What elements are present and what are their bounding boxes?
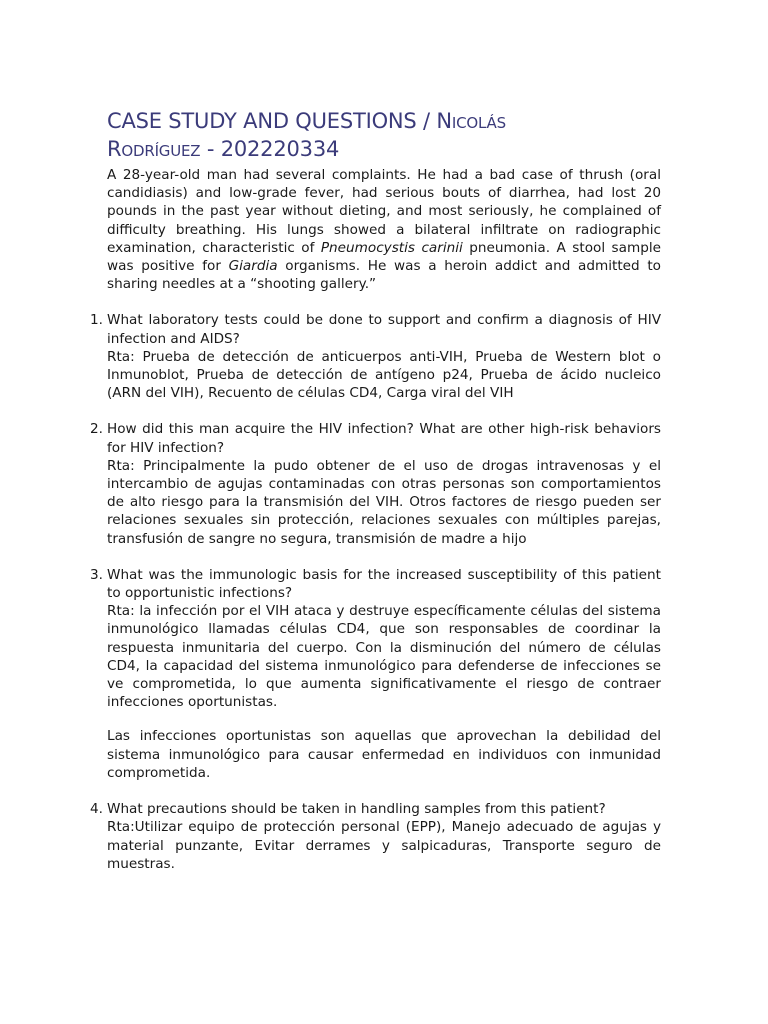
title-author-first-name: Nicolás [436, 109, 506, 133]
answer-text: Rta:Utilizar equipo de protección personal (EPP), Manejo adecuado de agujas y material punzante, Evitar derrames y salpicaduras, Transporte seguro de muestras. [107, 819, 661, 872]
title-student-id: - 202220334 [200, 137, 340, 161]
answer-extra-paragraph: Las infecciones oportunistas son aquellas que aprovechan la debilidad del sistema inmunológico para causar enfermedad en individuos con inmunidad comprometida. [107, 728, 661, 781]
question-text: What was the immunologic basis for the increased susceptibility of this patient to opportunistic infections? [107, 566, 661, 602]
question-number: 3. [90, 566, 103, 583]
question-number: 4. [90, 801, 103, 818]
intro-italic-organism-1: Pneumocystis carinii [320, 239, 463, 256]
intro-italic-organism-2: Giardia [228, 258, 278, 275]
question-item-4 [90, 800, 661, 873]
title-author-last-name: Rodríguez [107, 137, 201, 161]
question-text: What precautions should be taken in handling samples from this patient? [107, 801, 606, 818]
intro-text-part2: pneumonia. A stool sample was positive for [107, 239, 661, 275]
intro-text-part1: A 28-year-old man had several complaints. He had a bad case of thrush (oral candidiasis) and low-grade fever, had serious bouts of diarrhea, had lost 20 pounds in the past year without dieting, and most seriously, he complained of difficulty breathing. His lungs showed a bilateral infiltrate on radiographic examination, characteristic of [107, 167, 661, 256]
answer-text: Rta: Principalmente la pudo obtener de el uso de drogas intravenosas y el intercambio de agujas contaminadas con otras personas son comportamientos de alto riesgo para la transmisión del VIH. Otros factores de riesgo pueden ser relaciones sexuales sin protección, relaciones sexuales con múltiples parejas, transfusión de sangre no segura, transmisión de madre a hijo [107, 457, 661, 547]
answer-text: Rta: Prueba de detección de anticuerpos anti-VIH, Prueba de Western blot o Inmunoblot, Prueba de detección de antígeno p24, Prueba de ácido nucleico (ARN del VIH), Recuento de células CD4, Carga viral del VIH [107, 348, 661, 402]
question-item-2 [90, 420, 661, 547]
document-page [90, 107, 661, 891]
intro-text-part3: organisms. He was a heroin addict and admitted to sharing needles at a “shooting gallery.” [107, 258, 661, 293]
question-number: 2. [90, 421, 103, 438]
title-main: CASE STUDY AND QUESTIONS / [107, 109, 437, 133]
question-number: 1. [90, 312, 103, 329]
question-item-3 [90, 566, 661, 782]
question-text: How did this man acquire the HIV infection? What are other high-risk behaviors for HIV infection? [107, 421, 661, 456]
page-title [107, 107, 661, 163]
case-intro-paragraph [107, 166, 661, 293]
answer-text: Rta: la infección por el VIH ataca y destruye específicamente células del sistema inmunológico llamadas células CD4, que son responsables de coordinar la respuesta inmunitaria del cuerpo. Con la disminución del número de células CD4, la capacidad del sistema inmunológico para defenderse de infecciones se ve comprometida, lo que aumenta significativamente el riesgo de contraer infecciones oportunistas. [107, 603, 661, 711]
questions-list [90, 311, 661, 872]
question-text: What laboratory tests could be done to support and confirm a diagnosis of HIV infection and AIDS? [107, 312, 661, 347]
question-item-1 [90, 311, 661, 402]
